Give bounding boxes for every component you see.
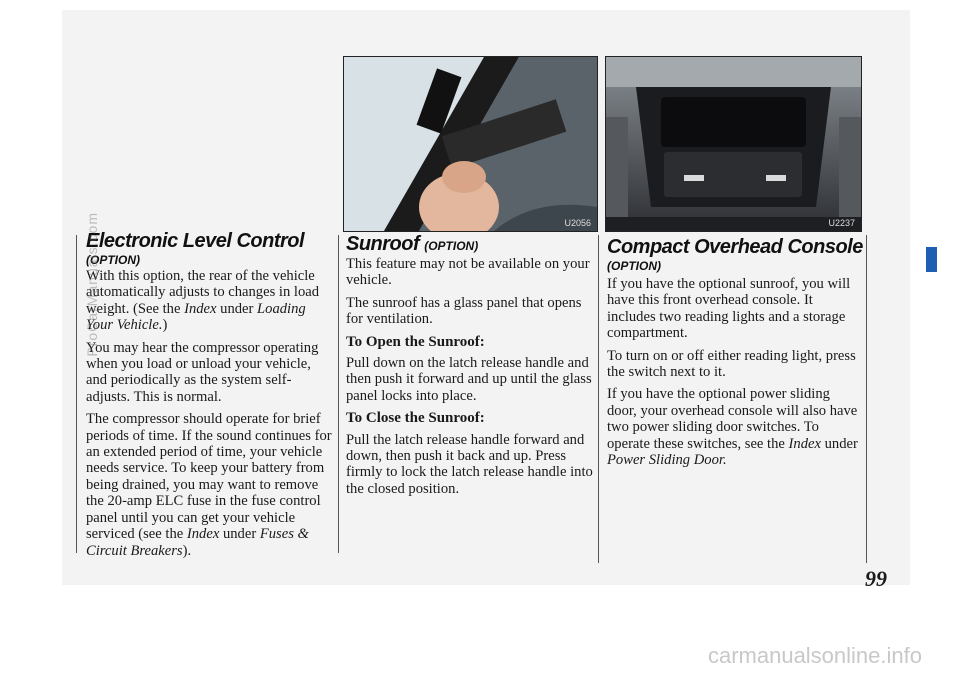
- console-paragraph-1: If you have the optional sunroof, you will have this front overhead console. It includes two reading lights and a storage compartment.: [607, 276, 851, 342]
- sunroof-photo: [343, 56, 598, 232]
- overhead-console-photo: [605, 56, 862, 232]
- column-rule-far-right: [866, 235, 867, 563]
- elc-heading: Electronic Level Control: [86, 230, 305, 252]
- sunroof-paragraph-1: This feature may not be available on your vehicle.: [346, 256, 590, 289]
- console-photo-code: U2237: [828, 218, 855, 228]
- elc-column: [86, 268, 334, 565]
- console-paragraph-3: If you have the optional power sliding door, your overhead console will also have two power sliding door switches. To operate these switches, see the Index under Power Sliding Door.: [607, 386, 858, 469]
- console-heading: Compact Overhead Console: [607, 236, 863, 258]
- console-option-label: (OPTION): [607, 259, 661, 273]
- open-sunroof-text: Pull down on the latch release handle and then push it forward and up until the glass panel locks into place.: [346, 355, 592, 404]
- footer-watermark: carmanualsonline.info: [707, 643, 922, 668]
- elc-paragraph-1: With this option, the rear of the vehicle automatically adjusts to changes in load weight. (See the Index under Loading Your Vehicle.): [86, 268, 320, 334]
- sunroof-photo-code: U2056: [564, 218, 591, 228]
- console-column: [607, 276, 859, 474]
- close-sunroof-text: Pull the latch release handle forward and down, then push it back and up. Press firmly to lock the latch release handle into the closed position.: [346, 431, 593, 497]
- sunroof-column: [346, 256, 594, 503]
- column-rule-right: [598, 235, 599, 563]
- sunroof-paragraph-2: The sunroof has a glass panel that opens for ventilation.: [346, 294, 582, 328]
- open-sunroof-heading: To Open the Sunroof:: [346, 333, 485, 350]
- elc-paragraph-3: The compressor should operate for brief periods of time. If the sound continues for an extended period of time, your vehicle needs service. To keep your battery from being drained, you may want to remove the 20-amp ELC fuse in the fuse control panel until you can get your vehicle serviced (see the Index under Fuses & Circuit Breakers).: [86, 411, 332, 559]
- section-tab-marker: [926, 247, 937, 272]
- sunroof-option-label: (OPTION): [424, 239, 479, 253]
- console-paragraph-2: To turn on or off either reading light, press the switch next to it.: [607, 347, 856, 381]
- column-rule-middle: [338, 235, 339, 553]
- page-number: 99: [865, 566, 887, 591]
- close-sunroof-heading: To Close the Sunroof:: [346, 410, 485, 427]
- elc-option-label: (OPTION): [86, 253, 140, 267]
- column-rule-left: [76, 235, 77, 553]
- sunroof-heading: Sunroof (OPTION): [346, 233, 479, 255]
- elc-paragraph-2: You may hear the compressor operating when you load or unload your vehicle, and periodically as the system self-adjusts. This is normal.: [86, 339, 319, 405]
- side-watermark: ProCarManuals.com: [84, 212, 100, 357]
